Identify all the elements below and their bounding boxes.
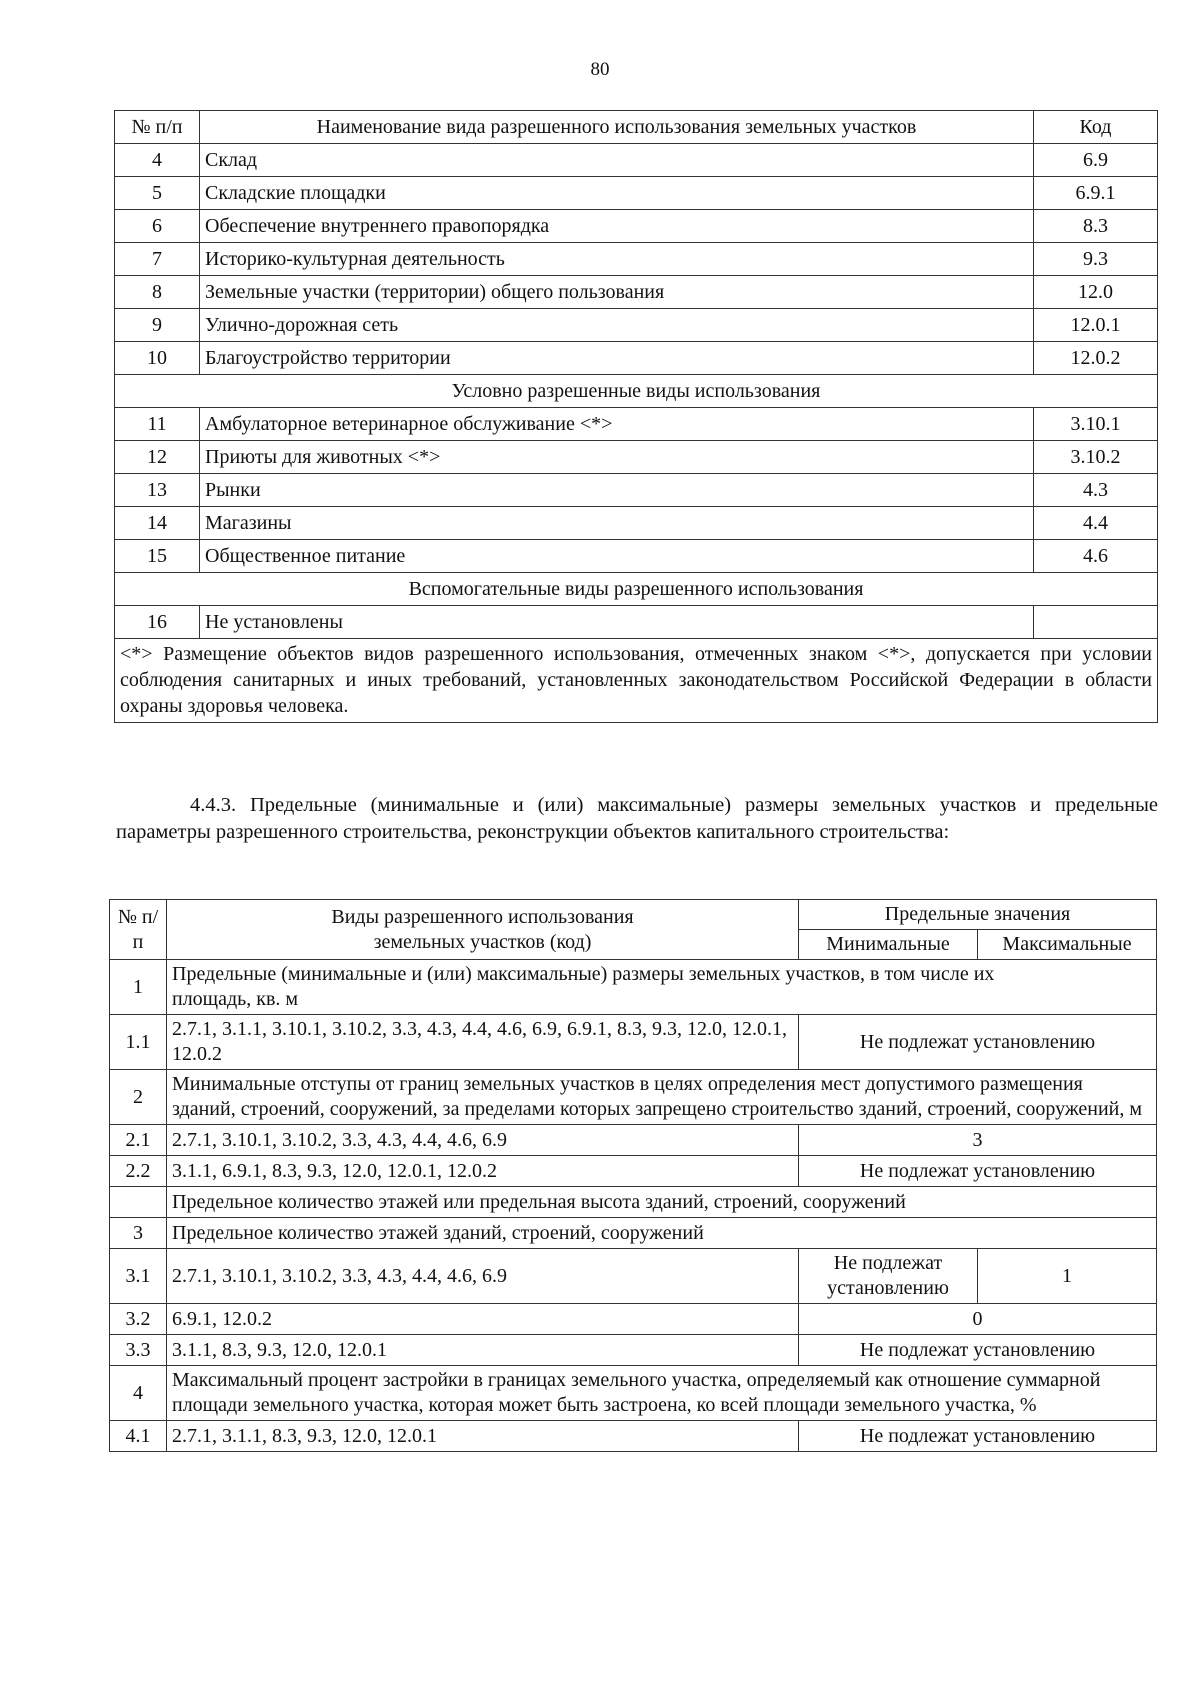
footnote-row xyxy=(115,639,1158,723)
table-row xyxy=(110,1421,1157,1452)
table-row xyxy=(110,1187,1157,1218)
header-name xyxy=(167,900,799,960)
table-row xyxy=(110,1070,1157,1125)
section-row xyxy=(115,375,1158,408)
row-code: 4.6 xyxy=(1034,540,1158,573)
row-num: 1.1 xyxy=(110,1015,167,1070)
row-codes: 2.7.1, 3.1.1, 3.10.1, 3.10.2, 3.3, 4.3, 4.4, 4.6, 6.9, 6.9.1, 8.3, 9.3, 12.0, 12.0.1, 12.0.2 xyxy=(167,1015,799,1070)
row-name: Складские площадки xyxy=(200,177,1034,210)
row-text: Предельное количество этажей зданий, строений, сооружений xyxy=(167,1218,1157,1249)
row-code xyxy=(1034,606,1158,639)
table-row xyxy=(115,408,1158,441)
row-name: Склад xyxy=(200,144,1034,177)
row-codes: 3.1.1, 6.9.1, 8.3, 9.3, 12.0, 12.0.1, 12.0.2 xyxy=(167,1156,799,1187)
row-num: 7 xyxy=(115,243,200,276)
row-text: Предельные (минимальные и (или) максимальные) размеры земельных участков, в том числе их площадь, кв. м xyxy=(167,960,1157,1015)
page-number: 80 xyxy=(590,59,610,80)
table-row xyxy=(115,342,1158,375)
header-limits: Предельные значения xyxy=(799,900,1157,930)
row-code: 12.0.1 xyxy=(1034,309,1158,342)
table-row xyxy=(110,1249,1157,1304)
row-value-min: Не подлежат установлению xyxy=(799,1249,978,1304)
table-row xyxy=(115,210,1158,243)
row-num: 15 xyxy=(115,540,200,573)
section-auxiliary-title: Вспомогательные виды разрешенного использования xyxy=(115,573,1158,606)
row-num: 14 xyxy=(115,507,200,540)
limits-table xyxy=(109,899,1157,1452)
header-name-line2: земельных участков (код) xyxy=(373,930,592,953)
row-num: 4 xyxy=(115,144,200,177)
row-codes: 2.7.1, 3.10.1, 3.10.2, 3.3, 4.3, 4.4, 4.6, 6.9 xyxy=(167,1125,799,1156)
row-num: 5 xyxy=(115,177,200,210)
row-code: 8.3 xyxy=(1034,210,1158,243)
row-name: Не установлены xyxy=(200,606,1034,639)
table-row xyxy=(110,1015,1157,1070)
table-row xyxy=(115,540,1158,573)
row-name: Магазины xyxy=(200,507,1034,540)
row-num: 11 xyxy=(115,408,200,441)
row-num: 9 xyxy=(115,309,200,342)
row-codes: 6.9.1, 12.0.2 xyxy=(167,1304,799,1335)
row-code: 12.0.2 xyxy=(1034,342,1158,375)
footnote: <*> Размещение объектов видов разрешенного использования, отмеченных знаком <*>, допускается при условии соблюдения санитарных и иных требований, установленных законодательством Российской Федерации в области охраны здоровья человека. xyxy=(115,639,1158,723)
row-num: 6 xyxy=(115,210,200,243)
row-text: Максимальный процент застройки в границах земельного участка, определяемый как отношение суммарной площади земельного участка, которая может быть застроена, ко всей площади земельного участка, % xyxy=(167,1366,1157,1421)
table-row xyxy=(110,1304,1157,1335)
header-name-line1: Виды разрешенного использования xyxy=(331,905,634,928)
table-row xyxy=(115,276,1158,309)
row-name: Рынки xyxy=(200,474,1034,507)
section-paragraph: 4.4.3. Предельные (минимальные и (или) максимальные) размеры земельных участков и предельные параметры разрешенного строительства, реконструкции объектов капитального строительства: xyxy=(116,794,1158,843)
row-num: 8 xyxy=(115,276,200,309)
row-num: 4 xyxy=(110,1366,167,1421)
row-num: 3 xyxy=(110,1218,167,1249)
section-row xyxy=(115,573,1158,606)
row-code: 4.3 xyxy=(1034,474,1158,507)
table-row xyxy=(110,1218,1157,1249)
row-name: Улично-дорожная сеть xyxy=(200,309,1034,342)
row-code: 4.4 xyxy=(1034,507,1158,540)
row-name: Земельные участки (территории) общего пользования xyxy=(200,276,1034,309)
table-row xyxy=(115,309,1158,342)
row-num xyxy=(110,1187,167,1218)
row-num: 3.3 xyxy=(110,1335,167,1366)
row-value: Не подлежат установлению xyxy=(799,1421,1157,1452)
row-name: Приюты для животных <*> xyxy=(200,441,1034,474)
row-code: 9.3 xyxy=(1034,243,1158,276)
row-num: 1 xyxy=(110,960,167,1015)
table-row xyxy=(115,606,1158,639)
table-row xyxy=(110,960,1157,1015)
row-value: 0 xyxy=(799,1304,1157,1335)
row-num: 2 xyxy=(110,1070,167,1125)
row-code: 6.9.1 xyxy=(1034,177,1158,210)
row-text: Предельное количество этажей или предельная высота зданий, строений, сооружений xyxy=(167,1187,1157,1218)
table-row xyxy=(110,1335,1157,1366)
row-text: Минимальные отступы от границ земельных участков в целях определения мест допустимого размещения зданий, строений, сооружений, за пределами которых запрещено строительство зданий, строений, сооружений, м xyxy=(167,1070,1157,1125)
table-row xyxy=(115,474,1158,507)
header-name: Наименование вида разрешенного использования земельных участков xyxy=(200,111,1034,144)
row-num: 2.2 xyxy=(110,1156,167,1187)
row-code: 12.0 xyxy=(1034,276,1158,309)
table-row xyxy=(115,144,1158,177)
row-codes: 3.1.1, 8.3, 9.3, 12.0, 12.0.1 xyxy=(167,1335,799,1366)
header-num: № п/п xyxy=(110,900,167,960)
row-value: Не подлежат установлению xyxy=(799,1156,1157,1187)
table-row xyxy=(110,1156,1157,1187)
row-value: Не подлежат установлению xyxy=(799,1015,1157,1070)
row-name: Благоустройство территории xyxy=(200,342,1034,375)
row-num: 2.1 xyxy=(110,1125,167,1156)
row-num: 4.1 xyxy=(110,1421,167,1452)
row-codes: 2.7.1, 3.1.1, 8.3, 9.3, 12.0, 12.0.1 xyxy=(167,1421,799,1452)
row-num: 13 xyxy=(115,474,200,507)
row-num: 10 xyxy=(115,342,200,375)
row-value: Не подлежат установлению xyxy=(799,1335,1157,1366)
row-num: 3.2 xyxy=(110,1304,167,1335)
header-code: Код xyxy=(1034,111,1158,144)
row-code: 6.9 xyxy=(1034,144,1158,177)
row-value: 3 xyxy=(799,1125,1157,1156)
row-name: Обеспечение внутреннего правопорядка xyxy=(200,210,1034,243)
table-row xyxy=(110,1366,1157,1421)
row-name: Историко-культурная деятельность xyxy=(200,243,1034,276)
table-row xyxy=(115,507,1158,540)
section-conditional-title: Условно разрешенные виды использования xyxy=(115,375,1158,408)
table-row xyxy=(115,243,1158,276)
row-name: Общественное питание xyxy=(200,540,1034,573)
table-header-row xyxy=(110,900,1157,930)
row-code: 3.10.2 xyxy=(1034,441,1158,474)
row-value-max: 1 xyxy=(978,1249,1157,1304)
row-num: 3.1 xyxy=(110,1249,167,1304)
header-min: Минимальные xyxy=(799,930,978,960)
row-codes: 2.7.1, 3.10.1, 3.10.2, 3.3, 4.3, 4.4, 4.6, 6.9 xyxy=(167,1249,799,1304)
table-header-row xyxy=(115,111,1158,144)
row-code: 3.10.1 xyxy=(1034,408,1158,441)
table-row xyxy=(110,1125,1157,1156)
land-use-types-table xyxy=(114,110,1158,723)
row-num: 16 xyxy=(115,606,200,639)
table-row xyxy=(115,441,1158,474)
header-num: № п/п xyxy=(115,111,200,144)
row-name: Амбулаторное ветеринарное обслуживание <*> xyxy=(200,408,1034,441)
row-num: 12 xyxy=(115,441,200,474)
table-row xyxy=(115,177,1158,210)
header-max: Максимальные xyxy=(978,930,1157,960)
